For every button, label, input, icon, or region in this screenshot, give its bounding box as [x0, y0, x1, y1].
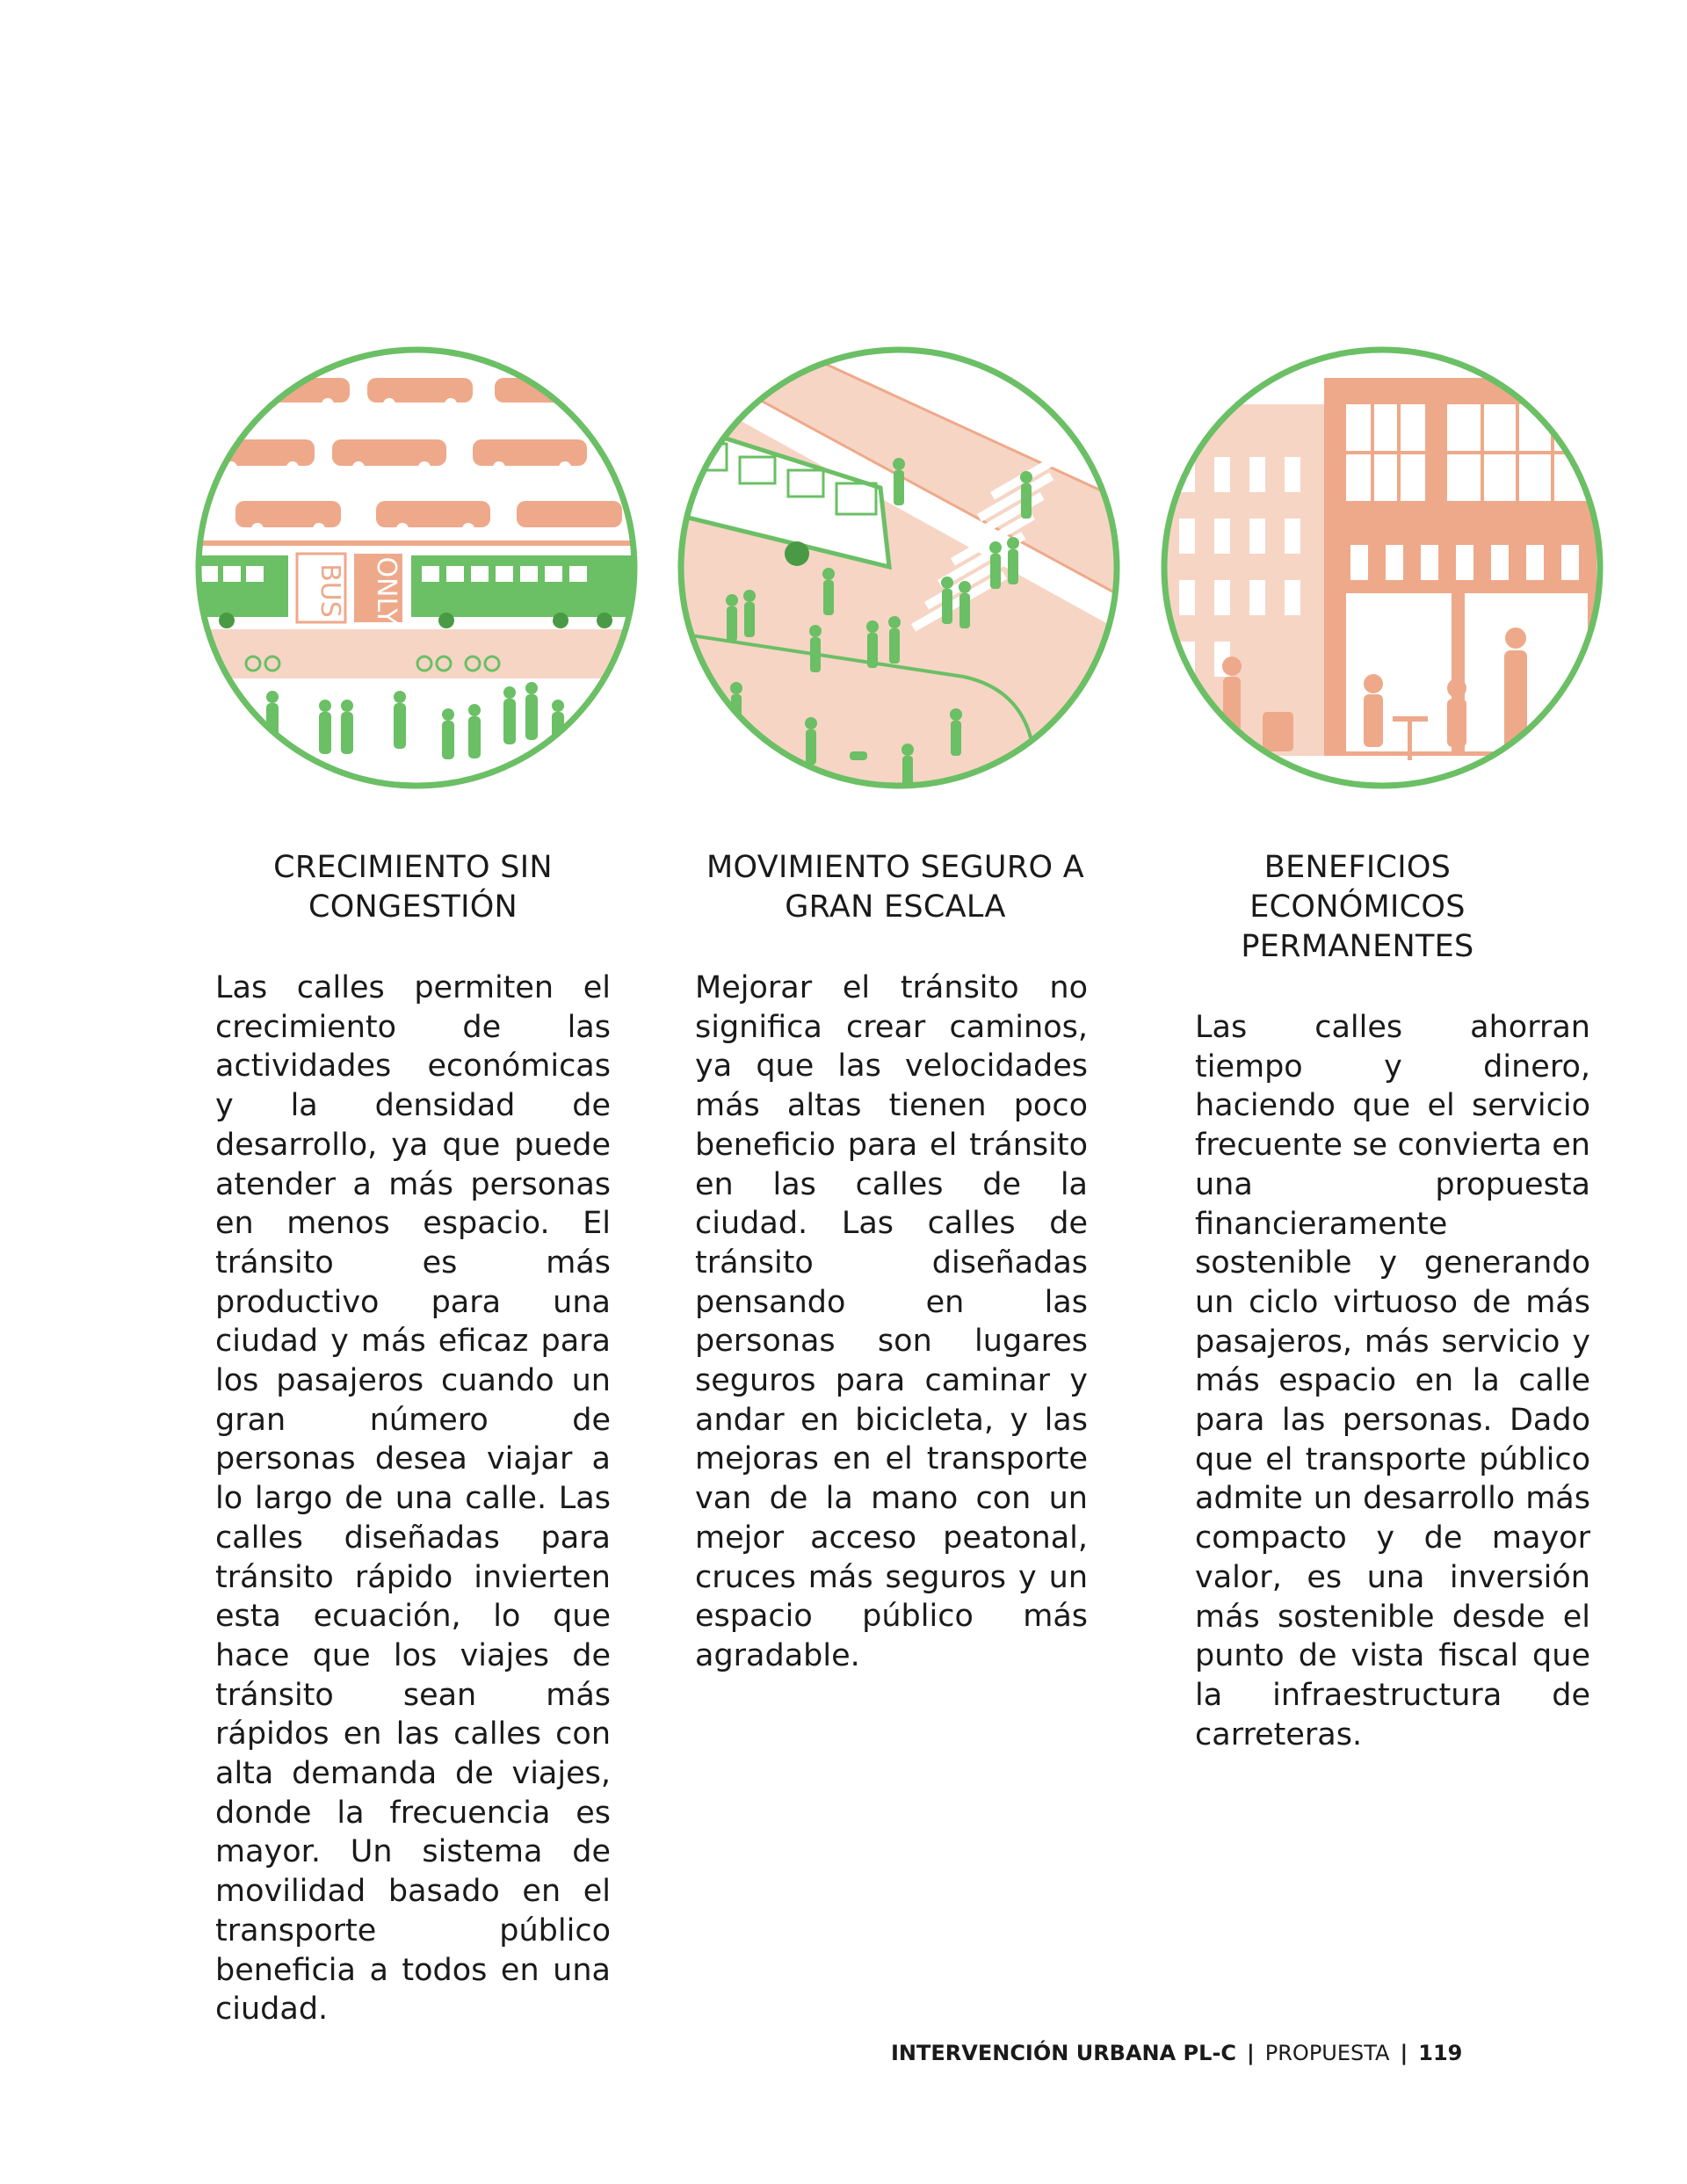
bus-lane-traffic-illustration [192, 343, 641, 793]
bus-lane-lettering-only: ONLY [371, 556, 402, 625]
storefront-cafe-illustration [1157, 343, 1607, 793]
column-2-body: Mejorar el tránsito no significa crear caminos, ya que las velocidades más altas tienen poco beneficio para el tránsito en las calles de la ciudad. Las calles de tránsito diseñadas pensando en las personas son lugares seguros para caminar y andar en bicicleta, y las mejoras en el transporte van de la mano con un mejor acceso peatonal, cruces más seguros y un espacio público más agradable. [695, 970, 1088, 1673]
column-1-title: CRECIMIENTO SIN CONGESTIÓN [273, 850, 553, 925]
safe-crossing-illustration [674, 343, 1124, 793]
footer-separator: | [1247, 2041, 1255, 2065]
page-footer [891, 2035, 1506, 2071]
page-number: 119 [1418, 2041, 1463, 2065]
bus-lane-lettering-bus: BUS [315, 563, 345, 618]
column-3-title: BENEFICIOS ECONÓMICOS PERMANENTES [1241, 850, 1474, 964]
column-2-title: MOVIMIENTO SEGURO A GRAN ESCALA [706, 850, 1084, 925]
footer-section: PROPUESTA [1264, 2041, 1390, 2065]
column-1-body: Las calles permiten el crecimiento de las actividades económicas y la densidad de desarrollo, ya que puede atender a más personas en menos espacio. El tránsito es más productivo para una ciudad y más eficaz para los pasajeros cuando un gran número de personas desea viajar a lo largo de una calle. Las calles diseñadas para tránsito rápido invierten esta ecuación, lo que hace que los viajes de tránsito sean más rápidos en las calles con alta demanda de viajes, donde la frecuencia es mayor. Un sistema de movilidad basado en el transporte público beneficia a todos en una ciudad. [215, 970, 611, 2028]
footer-document-title: INTERVENCIÓN URBANA PL-C [891, 2041, 1237, 2065]
footer-separator-2: | [1400, 2041, 1408, 2065]
column-3-body: Las calles ahorran tiempo y dinero, haciendo que el servicio frecuente se convierta en una propuesta financieramente sostenible y generando un ciclo virtuoso de más pasajeros, más servicio y más espacio en la calle para las personas. Dado que el transporte público admite un desarrollo más compacto y de mayor valor, es una inversión más sostenible desde el punto de vista fiscal que la infraestructura de carreteras. [1195, 1010, 1590, 1752]
